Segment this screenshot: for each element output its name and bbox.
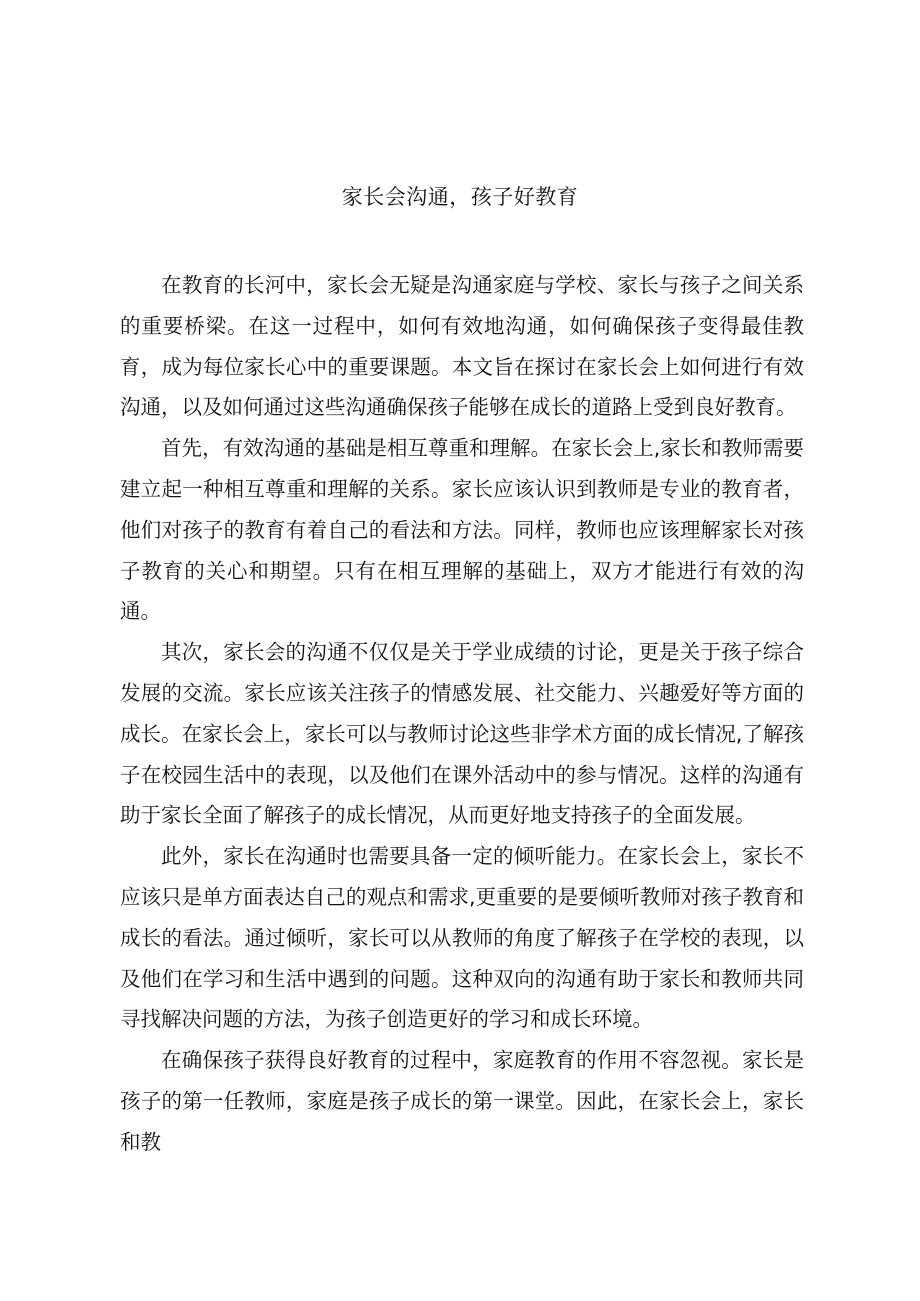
document-body xyxy=(120,265,804,1163)
paragraph-4: 此外，家长在沟通时也需要具备一定的倾听能力。在家长会上，家长不应该只是单方面表达自己的观点和需求,更重要的是要倾听教师对孩子教育和成长的看法。通过倾听，家长可以从教师的角度了解孩子在学校的表现，以及他们在学习和生活中遇到的问题。这种双向的沟通有助于家长和教师共同寻找解决问题的方法，为孩子创造更好的学习和成长环境。 xyxy=(120,844,804,1032)
document-title: 家长会沟通，孩子好教育 xyxy=(341,185,579,209)
paragraph-1: 在教育的长河中，家长会无疑是沟通家庭与学校、家长与孩子之间关系的重要桥梁。在这一过程中，如何有效地沟通，如何确保孩子变得最佳教育，成为每位家长心中的重要课题。本文旨在探讨在家长会上如何进行有效沟通，以及如何通过这些沟通确保孩子能够在成长的道路上受到良好教育。 xyxy=(120,273,804,420)
paragraph-3: 其次，家长会的沟通不仅仅是关于学业成绩的讨论，更是关于孩子综合发展的交流。家长应该关注孩子的情感发展、社交能力、兴趣爱好等方面的成长。在家长会上，家长可以与教师讨论这些非学术方面的成长情况,了解孩子在校园生活中的表现，以及他们在课外活动中的参与情况。这样的沟通有助于家长全面了解孩子的成长情况，从而更好地支持孩子的全面发展。 xyxy=(120,640,804,828)
paragraph-5: 在确保孩子获得良好教育的过程中，家庭教育的作用不容忽视。家长是孩子的第一任教师，家庭是孩子成长的第一课堂。因此，在家长会上，家长和教 xyxy=(120,1048,804,1154)
paragraph-2: 首先，有效沟通的基础是相互尊重和理解。在家长会上,家长和教师需要建立起一种相互尊重和理解的关系。家长应该认识到教师是专业的教育者，他们对孩子的教育有着自己的看法和方法。同样，教师也应该理解家长对孩子教育的关心和期望。只有在相互理解的基础上，双方才能进行有效的沟通。 xyxy=(120,436,804,624)
